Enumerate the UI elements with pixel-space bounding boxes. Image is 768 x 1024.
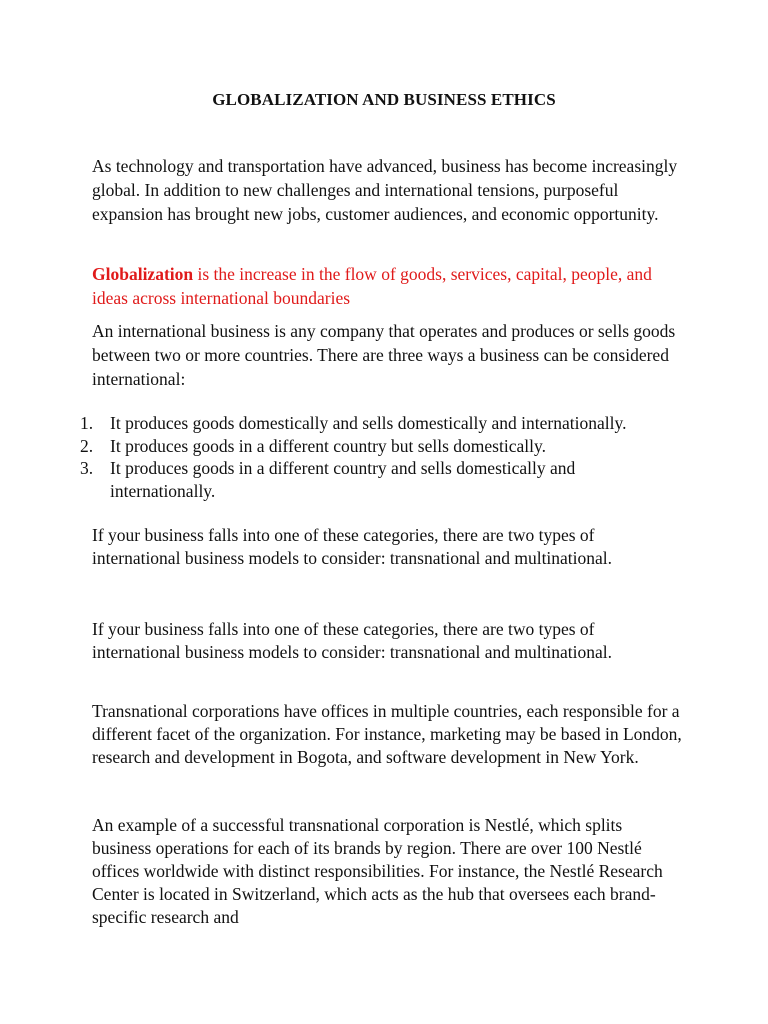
business-models-paragraph: If your business falls into one of these categories, there are two types of international business models to consider: transnational and multinational. — [92, 525, 613, 568]
nestle-example-paragraph: An example of a successful transnational corporation is Nestlé, which splits business operations for each of its brands by region. There are over 100 Nestlé offices worldwide with distinct responsibilities. For instance, the Nestlé Research Center is located in Switzerland, which acts as the hub that oversees each brand-specific research and — [92, 815, 663, 927]
list-item-number: 3. — [80, 458, 94, 478]
list-item-text: It produces goods in a different country and sells domestically and internationally. — [110, 458, 576, 501]
list-item-text: It produces goods in a different country but sells domestically. — [110, 435, 546, 456]
definition-term: Globalization — [92, 264, 194, 284]
international-business-paragraph: An international business is any company that operates and produces or sells goods between two or more countries. There are three ways a business can be considered international: — [92, 321, 676, 389]
ways-list — [80, 412, 680, 502]
list-item-number: 1. — [80, 413, 94, 433]
definition-text: is the increase in the flow of goods, services, capital, people, and ideas across international boundaries — [92, 264, 652, 308]
list-item-number: 2. — [80, 435, 94, 456]
list-item — [80, 435, 680, 458]
list-item-text: It produces goods domestically and sells domestically and internationally. — [110, 413, 627, 433]
transnational-paragraph: Transnational corporations have offices in multiple countries, each responsible for a different facet of the organization. For instance, marketing may be based in London, research and development in Bogota, and software development in New York. — [92, 701, 682, 767]
intro-paragraph: As technology and transportation have advanced, business has become increasingly global. In addition to new challenges and international tensions, purposeful expansion has brought new jobs, customer audiences, and economic opportunity. — [92, 156, 678, 224]
list-item — [80, 457, 680, 502]
document-title: GLOBALIZATION AND BUSINESS ETHICS — [212, 90, 556, 109]
list-item — [80, 412, 680, 435]
business-models-paragraph-repeat: If your business falls into one of these categories, there are two types of international business models to consider: transnational and multinational. — [92, 619, 613, 662]
globalization-definition — [92, 262, 682, 310]
